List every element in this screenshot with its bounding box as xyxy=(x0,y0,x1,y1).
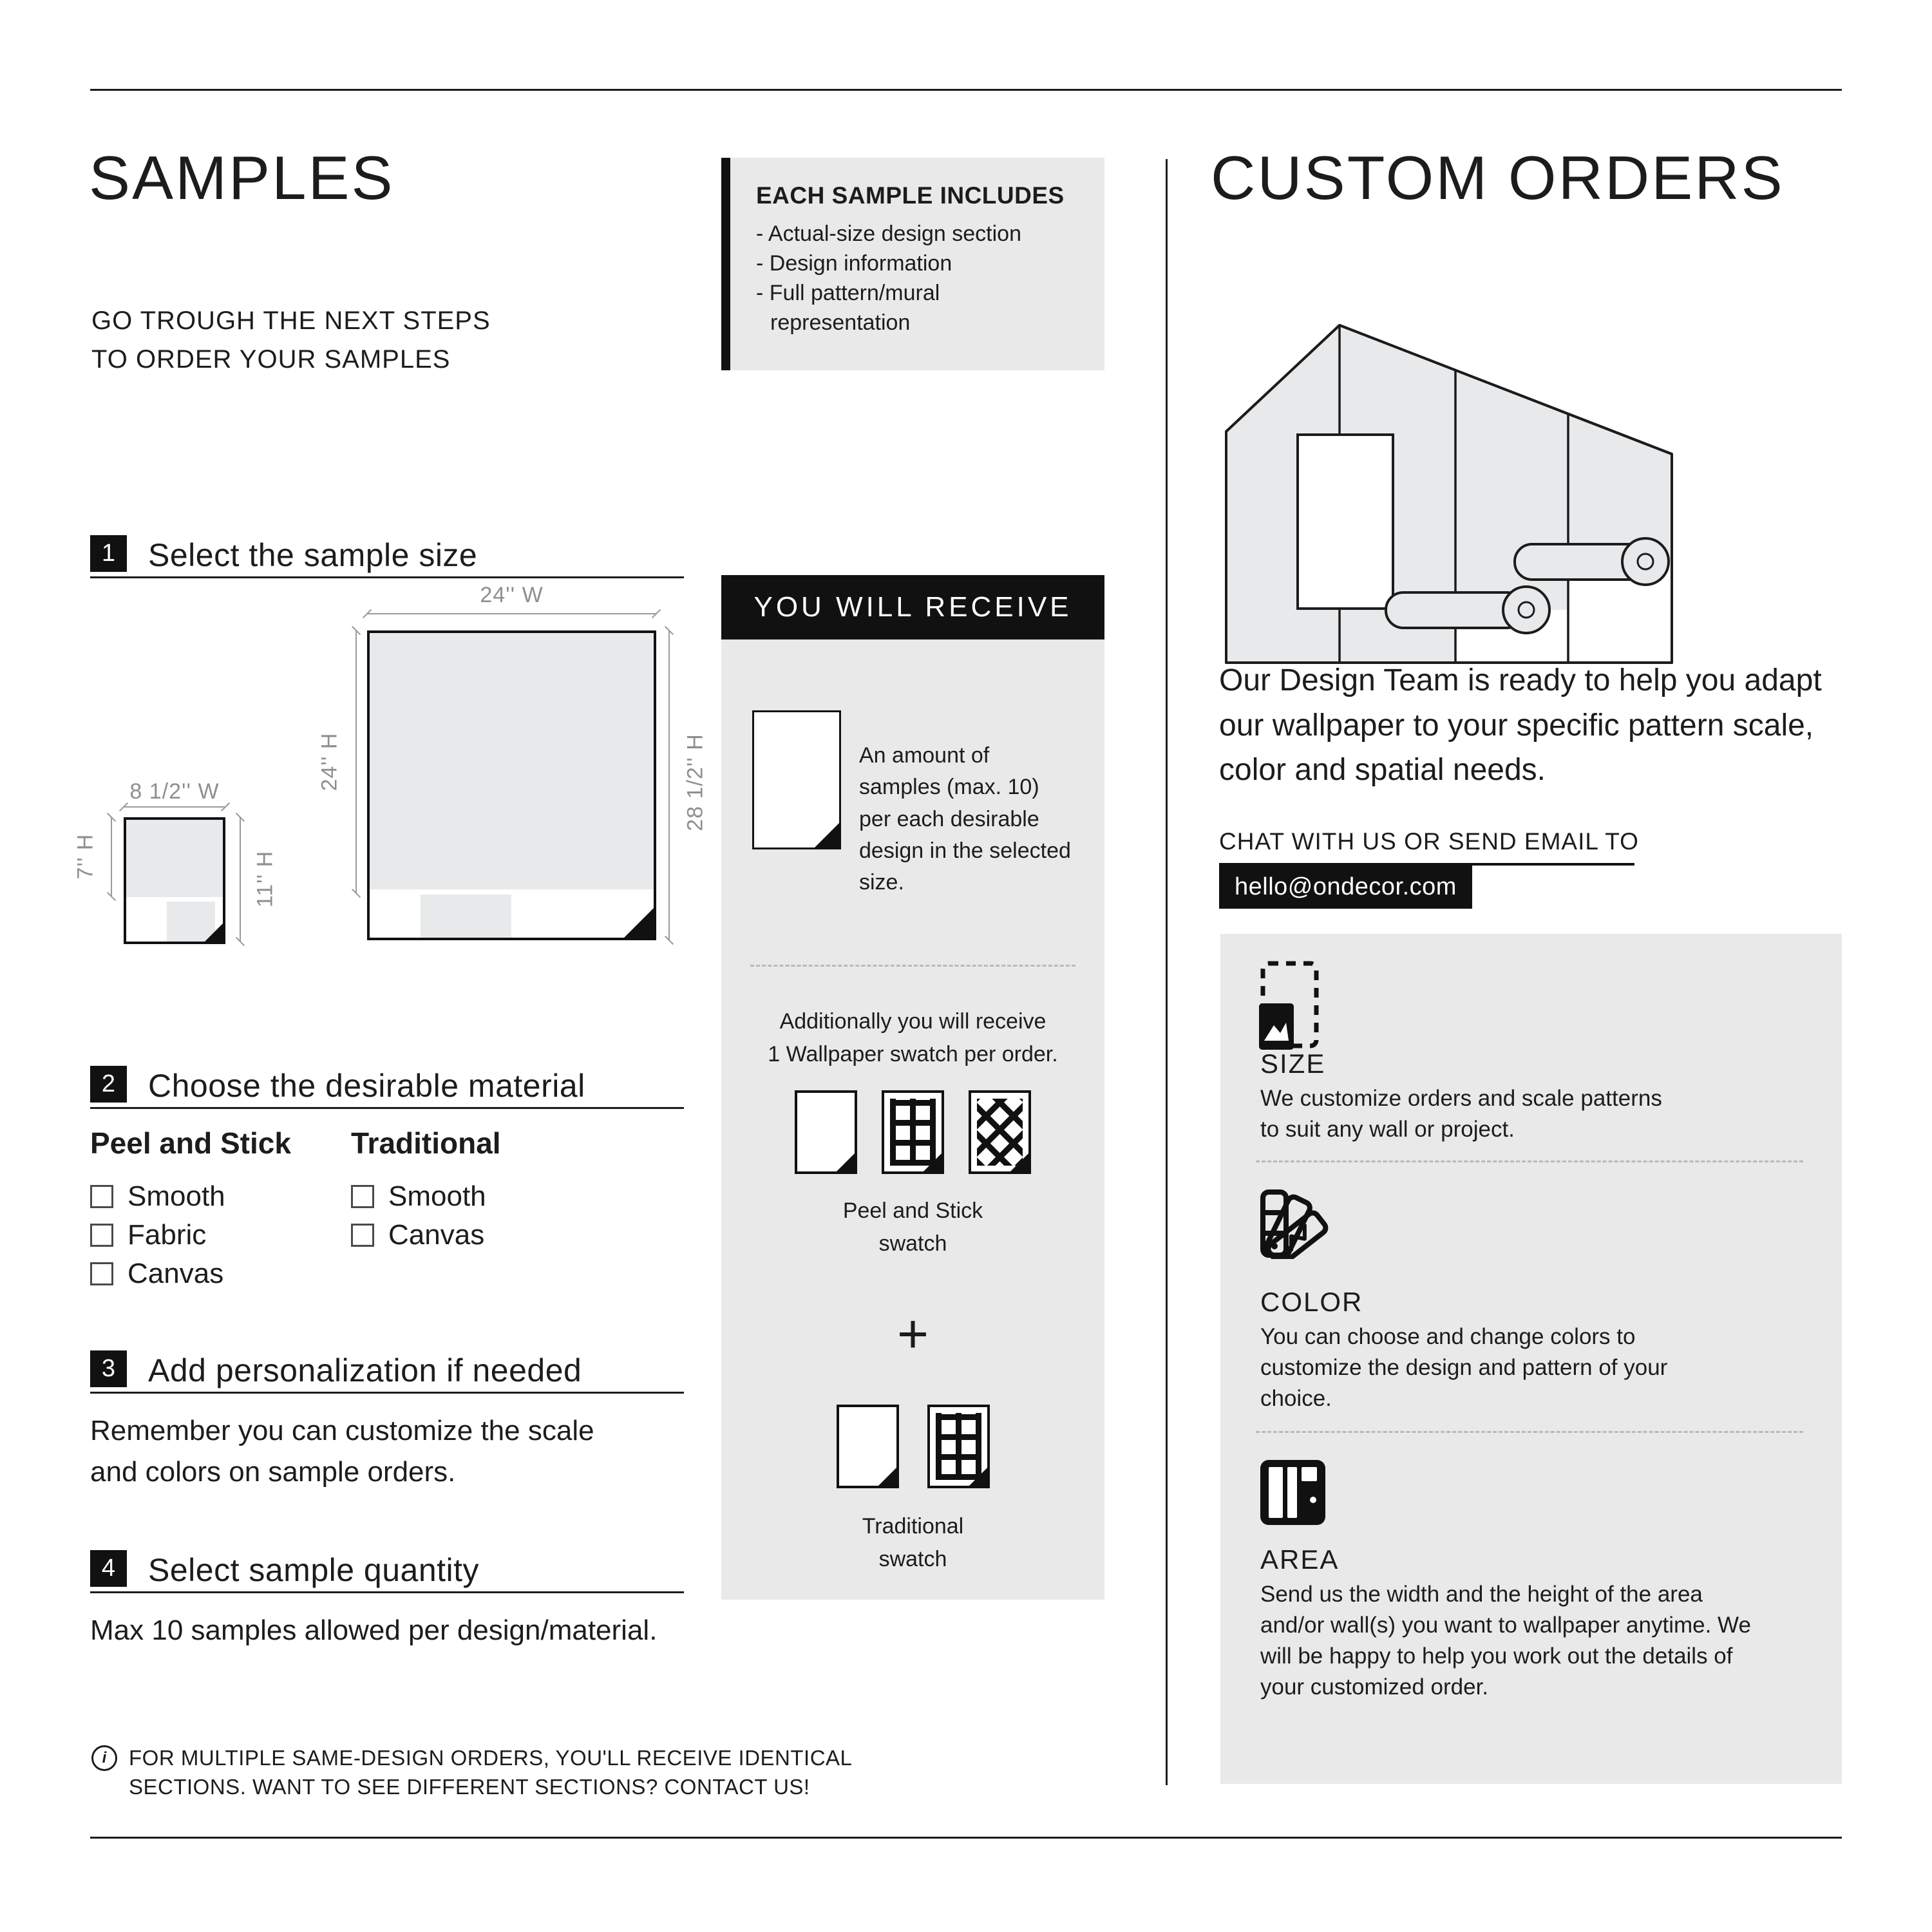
includes-item: - Design information xyxy=(756,249,1079,279)
trad-label-line-1: Traditional xyxy=(862,1514,964,1539)
house-wallpaper-illustration xyxy=(1224,293,1674,667)
step-4-rule xyxy=(90,1591,684,1593)
step-3-number: 3 xyxy=(101,1355,116,1382)
step-2-header xyxy=(90,1066,684,1111)
step-4-note: Max 10 samples allowed per design/material. xyxy=(90,1615,658,1646)
additional-text xyxy=(721,1005,1104,1071)
step-2-title: Choose the desirable material xyxy=(148,1068,585,1104)
size-icon xyxy=(1259,960,1320,1050)
footnote-line-2: SECTIONS. WANT TO SEE DIFFERENT SECTIONS? CONTACT US! xyxy=(129,1774,810,1799)
option-label: Canvas xyxy=(388,1219,485,1251)
step-1-number: 1 xyxy=(101,540,116,567)
step-4-badge xyxy=(90,1550,127,1587)
option-label: Smooth xyxy=(388,1180,486,1212)
includes-item: - Actual-size design section xyxy=(756,220,1079,249)
grid-pattern xyxy=(890,1099,936,1166)
peel-and-stick-title: Peel and Stick xyxy=(90,1126,291,1160)
step-1-header xyxy=(90,535,684,580)
option-trad-smooth[interactable] xyxy=(351,1177,501,1216)
area-icon xyxy=(1259,1459,1327,1526)
samples-subtitle xyxy=(91,301,491,379)
grid-swatch-icon xyxy=(882,1090,944,1174)
you-will-receive-header: YOU WILL RECEIVE xyxy=(721,575,1104,639)
big-sample-strip xyxy=(370,889,654,938)
step-3-note-line-2: and colors on sample orders. xyxy=(90,1455,456,1488)
checkbox-trad-canvas[interactable] xyxy=(351,1224,374,1247)
big-sample-right-label: 28 1/2'' H xyxy=(683,734,708,831)
small-sample-right-label: 11'' H xyxy=(252,850,278,908)
peel-swatch-label xyxy=(721,1195,1104,1260)
checkbox-peel-canvas[interactable] xyxy=(90,1262,113,1285)
peel-label-line-2: swatch xyxy=(878,1231,947,1256)
big-sample-swatch-block xyxy=(421,895,511,938)
small-sample-left-label: 7'' H xyxy=(73,833,98,880)
feature-area-title: AREA xyxy=(1260,1544,1340,1575)
additional-line-1: Additionally you will receive xyxy=(779,1009,1046,1034)
step-2-number: 2 xyxy=(101,1070,116,1097)
big-sample-diagram xyxy=(367,630,656,940)
step-3-note-line-1: Remember you can customize the scale xyxy=(90,1415,594,1446)
email-badge[interactable]: hello@ondecor.com xyxy=(1219,866,1472,909)
dashed-divider xyxy=(750,965,1075,967)
step-1-badge xyxy=(90,535,127,572)
custom-orders-title: CUSTOM ORDERS xyxy=(1211,144,1785,213)
feature-size-title: SIZE xyxy=(1260,1048,1326,1079)
feature-size-text: We customize orders and scale patterns to suit any wall or project. xyxy=(1260,1086,1662,1142)
small-sample-diagram xyxy=(124,817,225,944)
info-icon: i xyxy=(91,1745,117,1771)
grid-swatch-icon xyxy=(927,1405,990,1488)
feature-area-text: Send us the width and the height of the area and/or wall(s) you want to wallpaper anytime. We will be happy to help you work out the details of your customized order. xyxy=(1260,1582,1751,1700)
crosshatch-pattern xyxy=(977,1099,1023,1166)
chat-label: CHAT WITH US OR SEND EMAIL TO xyxy=(1219,828,1639,855)
samples-amount-text: An amount of samples (max. 10) per each desirable design in the selected size. xyxy=(859,743,1071,895)
trad-label-line-2: swatch xyxy=(878,1547,947,1571)
crosshatch-swatch-icon xyxy=(969,1090,1031,1174)
top-divider xyxy=(90,89,1842,91)
plus-icon: + xyxy=(896,1303,929,1364)
option-label: Fabric xyxy=(128,1219,207,1251)
option-peel-fabric[interactable] xyxy=(90,1216,291,1255)
includes-title: EACH SAMPLE INCLUDES xyxy=(756,182,1065,209)
step-1-rule xyxy=(90,576,684,578)
big-sample-right-dim xyxy=(668,630,670,940)
custom-order-features-panel xyxy=(1220,934,1842,1784)
peel-swatch-icons xyxy=(721,1090,1104,1174)
step-3-title: Add personalization if needed xyxy=(148,1352,582,1388)
option-trad-canvas[interactable] xyxy=(351,1216,501,1255)
samples-title: SAMPLES xyxy=(89,144,395,213)
big-sample-left-label: 24'' H xyxy=(317,732,342,791)
you-will-receive-panel xyxy=(721,639,1104,1600)
feature-color-text: You can choose and change colors to customize the design and pattern of your choice. xyxy=(1260,1324,1668,1411)
big-sample-design-area xyxy=(370,633,654,889)
traditional-swatch-icons xyxy=(721,1405,1104,1488)
color-icon xyxy=(1259,1188,1336,1259)
blank-swatch-icon xyxy=(837,1405,899,1488)
traditional-swatch-label xyxy=(721,1510,1104,1576)
wallpaper-roll-lower xyxy=(1386,587,1549,633)
peel-label-line-1: Peel and Stick xyxy=(842,1198,983,1223)
step-2-badge xyxy=(90,1066,127,1103)
small-sample-width-label: 8 1/2'' W xyxy=(129,779,220,804)
subtitle-line-2: TO ORDER YOUR SAMPLES xyxy=(91,345,451,374)
small-sample-left-dim xyxy=(111,817,112,896)
grid-pattern xyxy=(936,1413,981,1480)
includes-item: - Full pattern/mural representation xyxy=(756,279,1079,338)
option-label: Canvas xyxy=(128,1258,224,1289)
option-peel-smooth[interactable] xyxy=(90,1177,291,1216)
step-4-header xyxy=(90,1550,684,1595)
small-sample-width-dim xyxy=(124,806,225,808)
feature-color-title: COLOR xyxy=(1260,1287,1363,1317)
small-sample-design-area xyxy=(126,820,223,897)
sample-page-icon xyxy=(752,710,841,849)
dashed-divider xyxy=(1256,1160,1803,1162)
footnote-text xyxy=(129,1744,852,1801)
option-label: Smooth xyxy=(128,1180,225,1212)
big-sample-width-dim xyxy=(367,613,656,614)
column-divider xyxy=(1166,159,1168,1785)
material-column-traditional xyxy=(351,1126,501,1255)
footnote xyxy=(91,1744,852,1801)
checkbox-peel-fabric[interactable] xyxy=(90,1224,113,1247)
material-column-peel-and-stick xyxy=(90,1126,291,1293)
checkbox-peel-smooth[interactable] xyxy=(90,1185,113,1208)
small-sample-swatch-block xyxy=(167,902,215,942)
wallpaper-roll-upper xyxy=(1515,538,1669,585)
step-3-note xyxy=(90,1410,594,1493)
dashed-divider xyxy=(1256,1431,1803,1433)
bottom-divider xyxy=(90,1837,1842,1839)
step-4-number: 4 xyxy=(101,1555,116,1582)
step-2-rule xyxy=(90,1107,684,1109)
traditional-title: Traditional xyxy=(351,1126,501,1160)
step-3-header xyxy=(90,1350,684,1396)
big-sample-width-label: 24'' W xyxy=(480,583,544,607)
option-peel-canvas[interactable] xyxy=(90,1255,291,1293)
subtitle-line-1: GO TROUGH THE NEXT STEPS xyxy=(91,307,491,335)
step-3-badge xyxy=(90,1350,127,1387)
checkbox-trad-smooth[interactable] xyxy=(351,1185,374,1208)
big-sample-left-dim xyxy=(355,630,357,893)
each-sample-includes-box xyxy=(721,158,1104,370)
footnote-line-1: FOR MULTIPLE SAME-DESIGN ORDERS, YOU'LL RECEIVE IDENTICAL xyxy=(129,1746,853,1770)
blank-swatch-icon xyxy=(795,1090,857,1174)
small-sample-right-dim xyxy=(240,817,241,942)
design-team-intro: Our Design Team is ready to help you adapt our wallpaper to your specific pattern scale, color and spatial needs. xyxy=(1219,663,1822,788)
step-3-rule xyxy=(90,1392,684,1394)
additional-line-2: 1 Wallpaper swatch per order. xyxy=(768,1042,1058,1066)
step-4-title: Select sample quantity xyxy=(148,1552,480,1588)
small-sample-strip xyxy=(126,897,223,942)
step-1-title: Select the sample size xyxy=(148,537,478,573)
